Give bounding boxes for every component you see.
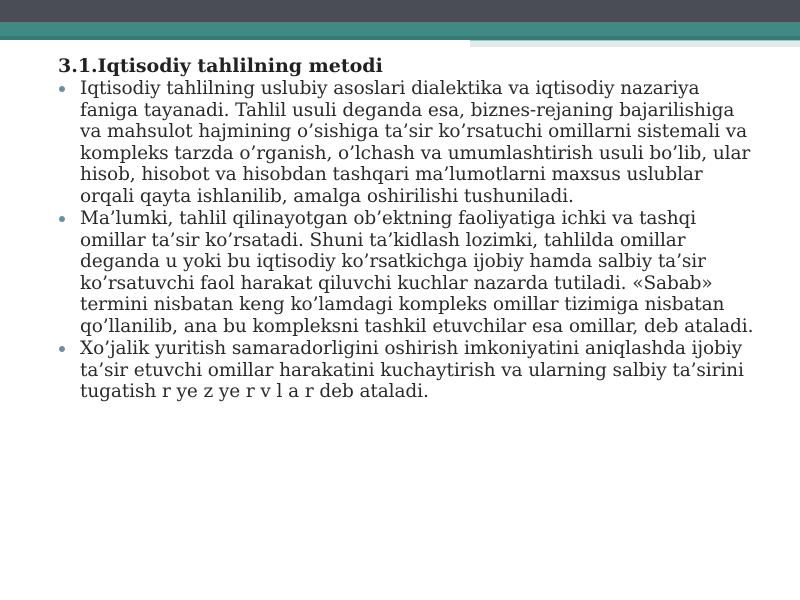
slide-card-edge — [470, 40, 800, 47]
top-header-band — [0, 0, 800, 22]
bullet-list — [58, 78, 758, 403]
bullet-text: Ma’lumki, tahlil qilinayotgan ob’ektning faoliyatiga ichki va tashqi omillar ta’sir ko’rsatadi. Shuni ta’kidlash lozimki, tahlilda omillar deganda u yoki bu iqtisodiy ko’rsatkichga ijobiy hamda salbiy ta’sir ko’rsatuvchi faol harakat qiluvchi kuchlar nazarda tutiladi. «Sabab» termini nisbatan keng ko’lamdagi kompleks omillar tizimiga nisbatan qo’llanilib, ana bu kompleksni tashkil etuvchilar esa omillar, deb ataladi. — [80, 208, 754, 337]
bullet-item — [58, 338, 758, 403]
bullet-text: Iqtisodiy tahlilning uslubiy asoslari dialektika va iqtisodiy nazariya faniga tayanadi. Tahlil usuli deganda esa, biznes-rejaning bajarilishiga va mahsulot hajmining o’sishiga ta’sir ko’rsatuchi omillarni sistemali va kompleks tarzda o’rganish, o’lchash va umumlashtirish usuli bo’lib, ular hisob, hisobot va hisobdan tashqari ma’lumotlarni maxsus uslublar orqali qayta ishlanilib, amalga oshirilishi tushuniladi. — [80, 78, 751, 207]
bullet-text: Xo’jalik yuritish samaradorligini oshirish imkoniyatini aniqlashda ijobiy ta’sir etuvchi omillar harakatini kuchaytirish va ularning salbiy ta’sirini tugatish r ye z ye r v l a r deb ataladi. — [80, 338, 744, 402]
bullet-icon — [59, 346, 65, 352]
slide-content — [58, 55, 758, 404]
bullet-item — [58, 208, 758, 337]
bullet-icon — [59, 216, 65, 222]
bullet-item — [58, 78, 758, 207]
bullet-icon — [59, 86, 65, 92]
slide-title: 3.1.Iqtisodiy tahlilning metodi — [58, 55, 383, 77]
